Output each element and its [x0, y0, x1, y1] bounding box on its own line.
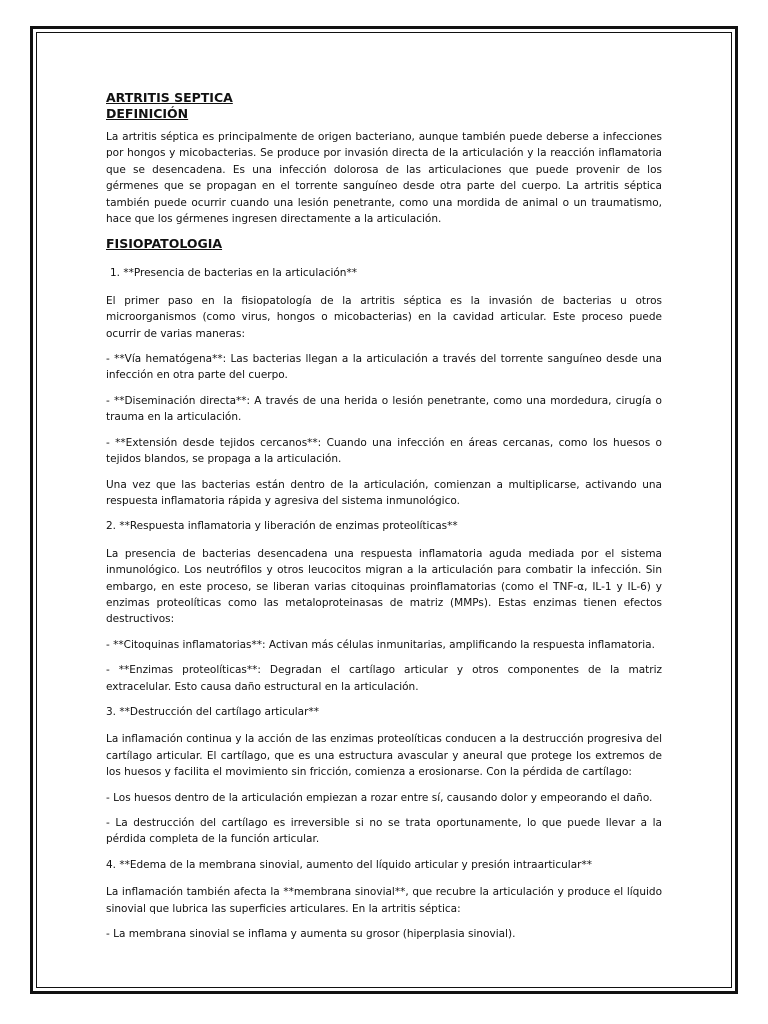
- paragraph: El primer paso en la fisiopatología de la artritis séptica es la invasión de bacterias u otros microorganismos (como virus, hongos o micobacterias) en la cavidad articular. Este proceso puede ocurrir de varias maneras:: [106, 294, 662, 340]
- list-item: - Los huesos dentro de la articulación empiezan a rozar entre sí, causando dolor y empeorando el daño.: [106, 791, 653, 804]
- section-1-heading: 1. **Presencia de bacterias en la articulación**: [110, 267, 357, 280]
- document-title: ARTRITIS SEPTICA: [106, 90, 233, 105]
- paragraph: La inflamación también afecta la **membrana sinovial**, que recubre la articulación y produce el líquido sinovial que lubrica las superficies articulares. En la artritis séptica:: [106, 886, 662, 915]
- section-3-heading: 3. **Destrucción del cartílago articular**: [106, 705, 319, 718]
- section-4-heading: 4. **Edema de la membrana sinovial, aumento del líquido articular y presión intraarticular**: [106, 858, 592, 871]
- list-item: - La membrana sinovial se inflama y aumenta su grosor (hiperplasia sinovial).: [106, 928, 516, 941]
- list-item: - **Vía hematógena**: Las bacterias llegan a la articulación a través del torrente sanguíneo desde una infección en otra parte del cuerpo.: [106, 353, 662, 382]
- list-item: - **Diseminación directa**: A través de una herida o lesión penetrante, como una mordedura, cirugía o trauma en la articulación.: [106, 394, 662, 424]
- list-item: - **Citoquinas inflamatorias**: Activan más células inmunitarias, amplificando la respuesta inflamatoria.: [106, 638, 655, 651]
- section-2-heading: 2. **Respuesta inflamatoria y liberación de enzimas proteolíticas**: [106, 520, 458, 533]
- list-item: - **Enzimas proteolíticas**: Degradan el cartílago articular y otros componentes de la matriz extracelular. Esto causa daño estructural en la articulación.: [106, 664, 662, 693]
- paragraph: La inflamación continua y la acción de las enzimas proteolíticas conducen a la destrucción progresiva del cartílago articular. El cartílago, que es una estructura avascular y aneural que protege los extremos de los huesos y facilita el movimiento sin fricción, comienza a erosionarse. Con la pérdida de cartílago:: [106, 733, 662, 779]
- paragraph: Una vez que las bacterias están dentro de la articulación, comienzan a multiplicarse, activando una respuesta inflamatoria rápida y agresiva del sistema inmunológico.: [106, 478, 662, 507]
- fisiopatologia-heading: FISIOPATOLOGIA: [106, 236, 223, 252]
- document-body: [106, 90, 662, 951]
- definition-heading: DEFINICIÓN: [106, 106, 189, 121]
- list-item: - **Extensión desde tejidos cercanos**: Cuando una infección en áreas cercanas, como los huesos o tejidos blandos, se propaga a la articulación.: [106, 436, 662, 466]
- definition-paragraph: La artritis séptica es principalmente de origen bacteriano, aunque también puede deberse a infecciones por hongos y micobacterias. Se produce por invasión directa de la articulación y la reacción inflamatoria que se desencadena. Es una infección dolorosa de las articulaciones que puede provenir de los gérmenes que se propagan en el torrente sanguíneo desde otra parte del cuerpo. La artritis séptica también puede ocurrir cuando una lesión penetrante, como una mordida de animal o un traumatismo, hace que los gérmenes ingresen directamente a la articulación.: [106, 131, 662, 226]
- paragraph: La presencia de bacterias desencadena una respuesta inflamatoria aguda mediada por el sistema inmunológico. Los neutrófilos y otros leucocitos migran a la articulación para combatir la infección. Sin embargo, en este proceso, se liberan varias citoquinas proinflamatorias (como el TNF-α, IL-1 y IL-6) y enzimas proteolíticas como las metaloproteinasas de matriz (MMPs). Estas enzimas tienen efectos destructivos:: [106, 547, 662, 626]
- list-item: - La destrucción del cartílago es irreversible si no se trata oportunamente, lo que puede llevar a la pérdida completa de la función articular.: [106, 817, 662, 846]
